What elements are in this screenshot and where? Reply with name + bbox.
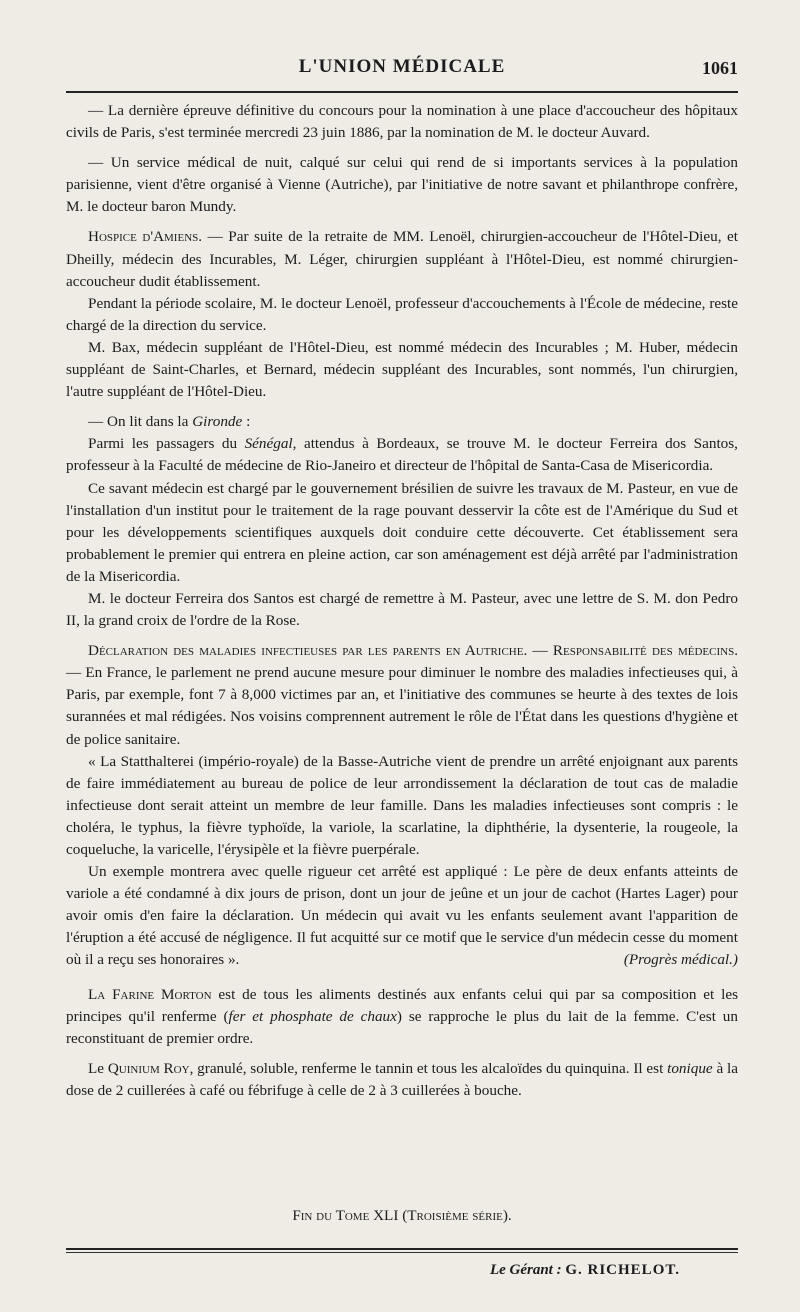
paragraph-text: est de tous les aliments destinés aux enfants celui qui par sa composition et les principes qu'il renferme ( <box>66 985 738 1025</box>
paragraph-text: Parmi les passagers du <box>88 435 245 453</box>
gerant-name: G. RICHELOT. <box>565 1262 680 1278</box>
page-number: 1061 <box>702 58 738 78</box>
paragraph-hospice-amiens <box>66 226 738 292</box>
paragraph-text: Un exemple montrera avec quelle rigueur cet arrêté est appliqué : Le père de deux enfants atteints de variole a été condamné à dix jours de prison, dont un jour de jeûne et un jour de cachot (Hartes Lager) pour avoir omis d'en faire la déclaration. Un médecin qui avait vu les enfants seulement avant l'apparition de l'éruption a été accusé de négligence. Il fut acquitté sur ce motif que le service d'un médecin cesse du moment où il a reçu ses honoraires ». <box>66 863 738 969</box>
advert-farine-morton <box>66 984 738 1050</box>
paragraph-passagers <box>66 433 738 477</box>
paragraph-text: , granulé, soluble, renferme le tannin et tous les alcaloïdes du quinquina. Il est <box>189 1059 668 1077</box>
tonique-word: tonique <box>667 1059 713 1077</box>
paragraph-periode-scolaire: Pendant la période scolaire, M. le docteur Lenoël, professeur d'accouchements à l'École de médecine, reste chargé de la direction du service. <box>66 294 738 334</box>
section-heading-declaration: Déclaration des maladies infectieuses par les parents en Autriche. — Responsabilité des médecins. <box>88 642 738 660</box>
paragraph-statthalterei: « La Statthalterei (império-royale) de la Basse-Autriche vient de prendre un arrêté enjoignant aux parents de faire immédiatement au bureau de police de leur arrondissement la déclaration de tout cas de maladie infectieuse dont serait atteint un membre de leur famille. Dans les maladies infectieuses sont compris : le choléra, le typhus, la fièvre typhoïde, la variole, la scarlatine, la diphthérie, la dysenterie, la rougeole, la coqueluche, la varicelle, l'érysipèle et la fièvre puerpérale. <box>66 752 738 858</box>
advert-quinium-roy <box>66 1058 738 1102</box>
paragraph-bax: M. Bax, médecin suppléant de l'Hôtel-Dieu, est nommé médecin des Incurables ; M. Huber, médecin suppléant de Saint-Charles, et Bernard, médecin suppléant des Incurables, sont nommés, l'un chirurgien, l'autre suppléant de l'Hôtel-Dieu. <box>66 338 738 401</box>
ingredients: fer et phosphate de chaux <box>228 1007 397 1025</box>
article-body <box>66 100 738 1102</box>
paragraph-concours: — La dernière épreuve définitive du concours pour la nomination à une place d'accoucheur des hôpitaux civils de Paris, s'est terminée mercredi 23 juin 1886, par la nomination de M. le docteur Auvard. <box>66 102 738 142</box>
journal-title: L'UNION MÉDICALE <box>298 56 506 77</box>
source-citation: (Progrès médical.) <box>623 951 738 969</box>
header-rule <box>66 91 738 93</box>
footer-rule-thin <box>66 1252 738 1253</box>
paragraph-declaration <box>66 640 738 750</box>
paragraph-text: Le <box>88 1059 108 1077</box>
page-header <box>66 54 738 88</box>
page-footer <box>490 1262 680 1279</box>
paragraph-text: — Par suite de la retraite de MM. Lenoël, chirurgien-accoucheur de l'Hôtel-Dieu, et Dheilly, médecin des Incurables, M. Léger, chirurgien suppléant à l'Hôtel-Dieu, est nommé chirurgien-accoucheur dudit établissement. <box>66 228 738 290</box>
paragraph-text: — En France, le parlement ne prend aucune mesure pour diminuer le nombre des maladies infectieuses qui, à Paris, par exemple, font 7 à 8,000 victimes par an, et l'initiative des communes se heurte à des textes de lois surannées et mal rédigées. Nos voisins comprennent autrement le rôle de l'État dans les questions d'hygiène et de police sanitaire. <box>66 664 738 748</box>
end-of-volume-note: Fin du Tome XLI (Troisième série). <box>292 1207 512 1224</box>
section-heading-hospice: Hospice d'Amiens. <box>88 228 203 246</box>
paragraph-gironde <box>66 411 738 433</box>
newspaper-name: Gironde <box>192 413 243 431</box>
paragraph-exemple <box>66 861 738 971</box>
paragraph-text: à la dose de 2 cuillerées à café ou fébrifuge à celle de 2 à 3 cuillerées à bouche. <box>66 1059 738 1099</box>
product-name-farine: La Farine Morton <box>88 985 212 1003</box>
paragraph-text: attendus à Bordeaux, se trouve M. le docteur Ferreira dos Santos, professeur à la Faculté de médecine de Rio-Janeiro et directeur de l'hôpital de Santa-Casa de Misericordia. <box>66 435 738 475</box>
paragraph-text: ) se rapproche le plus du lait de la femme. C'est un reconstituant de premier ordre. <box>66 1007 738 1047</box>
footer-rule <box>66 1248 738 1250</box>
ship-name: Sénégal, <box>244 435 297 453</box>
paragraph-ordre-rose: M. le docteur Ferreira dos Santos est chargé de remettre à M. Pasteur, avec une lettre de S. M. don Pedro II, la grand croix de l'ordre de la Rose. <box>66 589 738 630</box>
paragraph-service-nuit: — Un service médical de nuit, calqué sur celui qui rend de si importants services à la population parisienne, vient d'être organisé à Vienne (Autriche), par l'initiative de notre savant et philanthrope confrère, M. le docteur baron Mundy. <box>66 154 738 216</box>
paragraph-text: : <box>242 413 251 431</box>
paragraph-pasteur-institut: Ce savant médecin est chargé par le gouvernement brésilien de suivre les travaux de M. Pasteur, en vue de l'installation d'un institut pour le traitement de la rage pouvant desservir la côte est de l'Amérique du Sud et pour les développements scientifiques auxquels doit conduire cette découverte. Cet établissement sera probablement le premier qui entrera en pleine action, car son aménagement est déjà arrêté par l'administration de la Misericordia. <box>66 479 738 585</box>
gerant-label: Le Gérant : <box>489 1262 562 1278</box>
paragraph-text: — On lit dans la <box>88 413 193 431</box>
product-name-quinium: Quinium Roy <box>107 1059 190 1077</box>
